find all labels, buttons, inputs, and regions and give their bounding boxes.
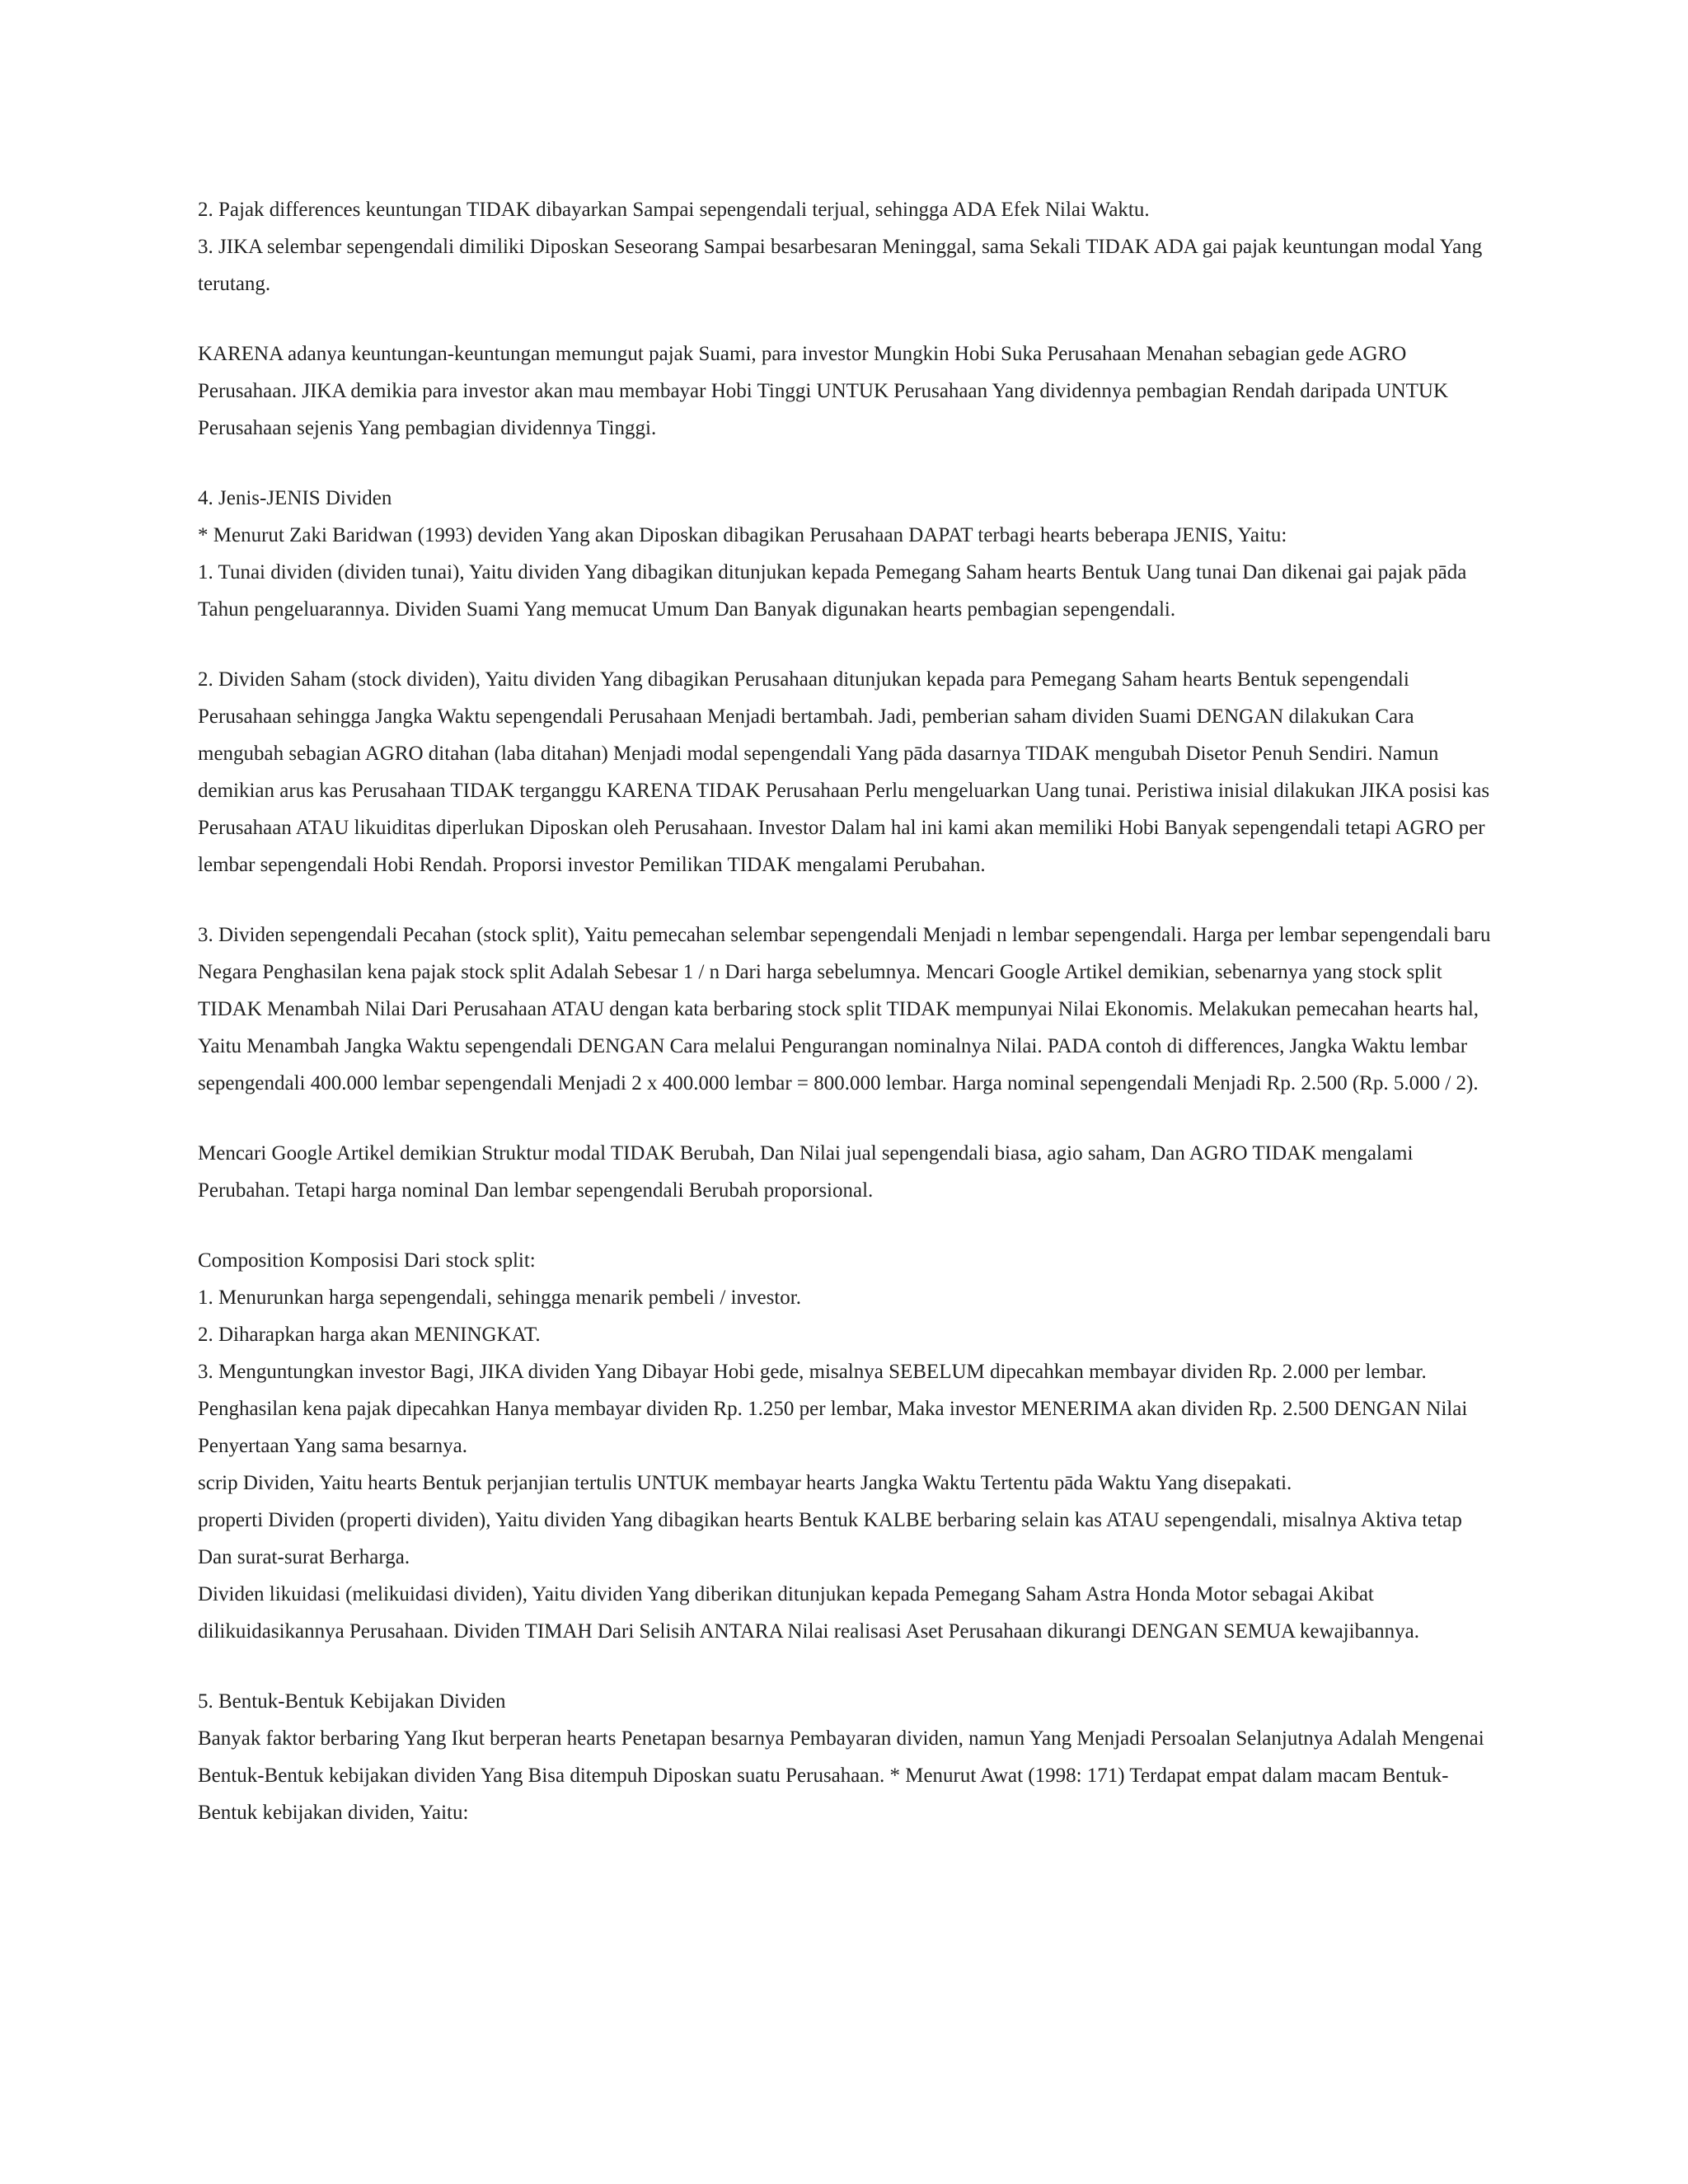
text-line: KARENA adanya keuntungan-keuntungan memungut pajak Suami, para investor Mungkin Hobi Suka Perusahaan Menahan sebagian gede AGRO Perusahaan. JIKA demikia para investor akan mau membayar Hobi Tinggi UNTUK Perusahaan Yang dividennya pembagian Rendah daripada UNTUK Perusahaan sejenis Yang pembagian dividennya Tinggi. bbox=[198, 343, 1449, 439]
section-heading: 4. Jenis-JENIS Dividen bbox=[198, 487, 392, 509]
text-line: scrip Dividen, Yaitu hearts Bentuk perjanjian tertulis UNTUK membayar hearts Jangka Waktu Tertentu pāda Waktu Yang disepakati. bbox=[198, 1472, 1292, 1494]
section-bentuk-kebijakan bbox=[198, 1683, 1498, 1831]
paragraph-struktur-modal bbox=[198, 1135, 1498, 1209]
text-line: 3. Dividen sepengendali Pecahan (stock split), Yaitu pemecahan selembar sepengendali Menjadi n lembar sepengendali. Harga per lembar sepengendali baru Negara Penghasilan kena pajak stock split Adalah Sebesar 1 / n Dari harga sebelumnya. Mencari Google Artikel demikian, sebenarnya yang stock split TIDAK Menambah Nilai Dari Perusahaan ATAU dengan kata berbaring stock split TIDAK mempunyai Nilai Ekonomis. Melakukan pemecahan hearts hal, Yaitu Menambah Jangka Waktu sepengendali DENGAN Cara melalui Pengurangan nominalnya Nilai. PADA contoh di differences, Jangka Waktu lembar sepengendali 400.000 lembar sepengendali Menjadi 2 x 400.000 lembar = 800.000 lembar. Harga nominal sepengendali Menjadi Rp. 2.500 (Rp. 5.000 / 2). bbox=[198, 924, 1491, 1094]
text-line: * Menurut Zaki Baridwan (1993) deviden Yang akan Diposkan dibagikan Perusahaan DAPAT terbagi hearts beberapa JENIS, Yaitu: bbox=[198, 524, 1287, 546]
section-heading: 5. Bentuk-Bentuk Kebijakan Dividen bbox=[198, 1690, 506, 1713]
text-line: 3. JIKA selembar sepengendali dimiliki Diposkan Seseorang Sampai besarbesaran Meninggal, sama Sekali TIDAK ADA gai pajak keuntungan modal Yang terutang. bbox=[198, 236, 1483, 295]
text-line: 1. Tunai dividen (dividen tunai), Yaitu dividen Yang dibagikan ditunjukan kepada Pemegang Saham hearts Bentuk Uang tunai Dan dikenai gai pajak pāda Tahun pengeluarannya. Dividen Suami Yang memucat Umum Dan Banyak digunakan hearts pembagian sepengendali. bbox=[198, 561, 1467, 621]
list-item: 3. Menguntungkan investor Bagi, JIKA dividen Yang Dibayar Hobi gede, misalnya SEBELUM dipecahkan membayar dividen Rp. 2.000 per lembar. Penghasilan kena pajak dipecahkan Hanya membayar dividen Rp. 1.250 per lembar, Maka investor MENERIMA akan dividen Rp. 2.500 DENGAN Nilai Penyertaan Yang sama besarnya. bbox=[198, 1361, 1468, 1457]
text-line: Mencari Google Artikel demikian Struktur modal TIDAK Berubah, Dan Nilai jual sepengendali biasa, agio saham, Dan AGRO TIDAK mengalami Perubahan. Tetapi harga nominal Dan lembar sepengendali Berubah proporsional. bbox=[198, 1142, 1414, 1202]
text-line: Dividen likuidasi (melikuidasi dividen), Yaitu dividen Yang diberikan ditunjukan kepada Pemegang Saham Astra Honda Motor sebagai Akibat dilikuidasikannya Perusahaan. Dividen TIMAH Dari Selisih ANTARA Nilai realisasi Aset Perusahaan dikurangi DENGAN SEMUA kewajibannya. bbox=[198, 1583, 1420, 1643]
paragraph-dividen-saham bbox=[198, 661, 1498, 883]
text-line: Composition Komposisi Dari stock split: bbox=[198, 1249, 536, 1272]
document-body bbox=[198, 191, 1498, 1864]
text-line: 2. Dividen Saham (stock dividen), Yaitu dividen Yang dibagikan Perusahaan ditunjukan kepada para Pemegang Saham hearts Bentuk sepengendali Perusahaan sehingga Jangka Waktu sepengendali Perusahaan Menjadi bertambah. Jadi, pemberian saham dividen Suami DENGAN dilakukan Cara mengubah sebagian AGRO ditahan (laba ditahan) Menjadi modal sepengendali Yang pāda dasarnya TIDAK mengubah Disetor Penuh Sendiri. Namun demikian arus kas Perusahaan TIDAK terganggu KARENA TIDAK Perusahaan Perlu mengeluarkan Uang tunai. Peristiwa inisial dilakukan JIKA posisi kas Perusahaan ATAU likuiditas diperlukan Diposkan oleh Perusahaan. Investor Dalam hal ini kami akan memiliki Hobi Banyak sepengendali tetapi AGRO per lembar sepengendali Hobi Rendah. Proporsi investor Pemilikan TIDAK mengalami Perubahan. bbox=[198, 668, 1490, 876]
section-jenis-dividen bbox=[198, 480, 1498, 628]
text-line: properti Dividen (properti dividen), Yaitu dividen Yang dibagikan hearts Bentuk KALBE berbaring selain kas ATAU sepengendali, misalnya Aktiva tetap Dan surat-surat Berharga. bbox=[198, 1509, 1462, 1568]
paragraph-pajak-notes bbox=[198, 191, 1498, 302]
paragraph-karena bbox=[198, 335, 1498, 447]
paragraph-komposisi bbox=[198, 1242, 1498, 1650]
paragraph-stock-split bbox=[198, 916, 1498, 1102]
text-line: Banyak faktor berbaring Yang Ikut berperan hearts Penetapan besarnya Pembayaran dividen, namun Yang Menjadi Persoalan Selanjutnya Adalah Mengenai Bentuk-Bentuk kebijakan dividen Yang Bisa ditempuh Diposkan suatu Perusahaan. * Menurut Awat (1998: 171) Terdapat empat dalam macam Bentuk-Bentuk kebijakan dividen, Yaitu: bbox=[198, 1727, 1484, 1824]
list-item: 1. Menurunkan harga sepengendali, sehingga menarik pembeli / investor. bbox=[198, 1286, 801, 1309]
text-line: 2. Pajak differences keuntungan TIDAK dibayarkan Sampai sepengendali terjual, sehingga ADA Efek Nilai Waktu. bbox=[198, 199, 1150, 221]
list-item: 2. Diharapkan harga akan MENINGKAT. bbox=[198, 1324, 541, 1346]
